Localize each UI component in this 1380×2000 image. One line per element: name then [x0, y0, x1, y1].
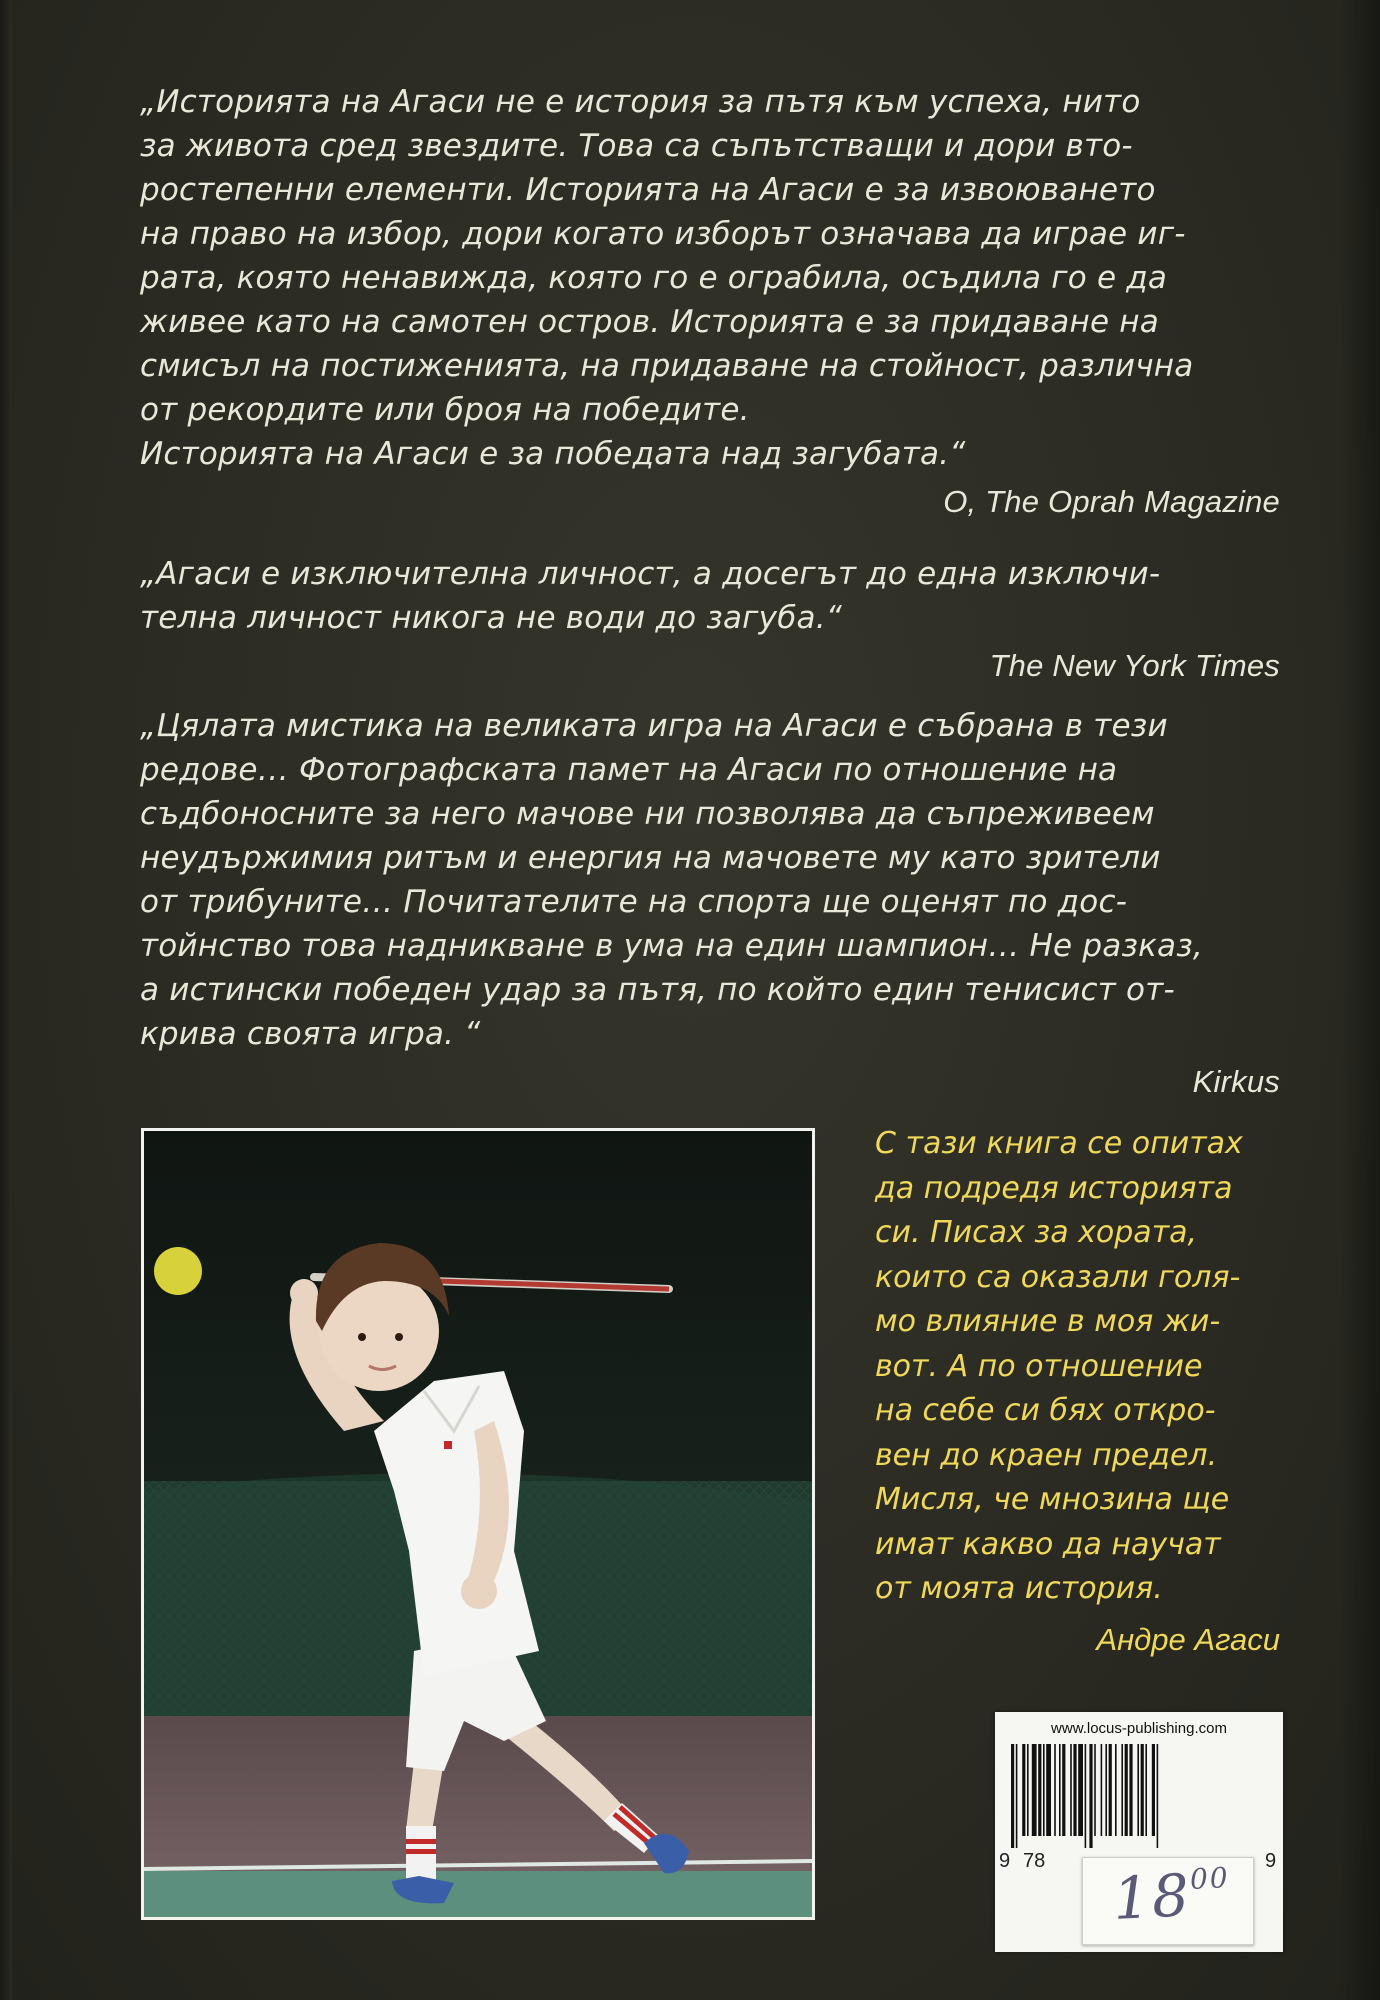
barcode-bar	[1152, 1744, 1155, 1836]
barcode-bar	[1054, 1744, 1056, 1836]
quote-line: „Агаси е изключителна личност, а досегът до една изключи-	[140, 556, 1161, 592]
author-note-line: си. Писах за хората,	[875, 1215, 1198, 1250]
barcode-bar	[1062, 1744, 1065, 1836]
quote-line: от рекордите или броя на победите.	[140, 392, 750, 428]
author-note-line: които са оказали голя-	[875, 1259, 1241, 1295]
quote-line: „Цялата мистика на великата игра на Агаси е събрана в тези	[140, 708, 1168, 744]
quote-text	[140, 552, 1280, 640]
barcode-digit-right: 9	[1265, 1850, 1277, 1872]
author-note-line: Мисля, че мнозина ще	[875, 1482, 1230, 1517]
quote-line: а истински победен удар за пътя, по който един тенисист от-	[140, 972, 1175, 1008]
quote-line: рата, която ненавижда, която го е ограбила, осъдила го е да	[140, 260, 1168, 296]
quote-source: Kirkus	[1192, 1064, 1280, 1099]
quote-line: от трибуните… Почитателите на спорта ще оценят по дос-	[140, 884, 1128, 920]
barcode-bar	[1046, 1744, 1051, 1836]
quote-line: крива своята игра. “	[140, 1016, 481, 1052]
quote-line: на право на избор, дори когато изборът означава да играе иг-	[140, 216, 1186, 252]
price-cents: 00	[1189, 1860, 1231, 1896]
author-signature: Андре Агаси	[1096, 1621, 1280, 1657]
barcode-bar	[1016, 1744, 1018, 1848]
barcode-bar	[1059, 1744, 1061, 1836]
author-note-line: вен до краен предел.	[875, 1437, 1218, 1473]
author-note-text	[875, 1122, 1280, 1612]
quote-oprah	[140, 80, 1280, 524]
quote-text	[140, 80, 1280, 476]
quote-source: O, The Oprah Magazine	[943, 484, 1280, 519]
quote-line: тойнство това надникване в ума на един шампион… Не разказ,	[140, 928, 1203, 964]
barcode-bar	[1032, 1744, 1037, 1836]
barcode-bar	[1085, 1744, 1087, 1848]
publisher-url: www.locus-publishing.com	[1051, 1720, 1227, 1737]
quote-nyt	[140, 552, 1280, 688]
barcode-bar	[1078, 1744, 1083, 1836]
price-main: 18	[1111, 1861, 1193, 1934]
barcode-bars	[1007, 1744, 1271, 1848]
quote-line: неудържимия ритъм и енергия на мачовете му като зрители	[140, 840, 1161, 876]
quote-line: редове… Фотографската памет на Агаси по отношение на	[140, 752, 1118, 788]
author-note-line: С тази книга се опитах	[875, 1126, 1243, 1161]
quote-line: съдбоносните за него мачове ни позволява да съпреживеем	[140, 796, 1155, 832]
barcode-bar	[1094, 1744, 1096, 1836]
barcode-bar	[1121, 1744, 1123, 1836]
barcode-bar	[1022, 1744, 1025, 1836]
barcode-digit-left: 9	[999, 1850, 1011, 1872]
barcode-bar	[1043, 1744, 1045, 1836]
barcode-bar	[1011, 1744, 1014, 1848]
barcode-bar	[1038, 1744, 1041, 1836]
barcode-bar	[1115, 1744, 1117, 1836]
barcode-bar	[1141, 1744, 1144, 1836]
tennis-boy-photo	[141, 1128, 815, 1920]
barcode-digit-mid: 78	[1023, 1850, 1046, 1872]
author-note-line: вот. А по отношение	[875, 1348, 1203, 1384]
barcode-bar	[1027, 1744, 1029, 1836]
tennis-ball	[154, 1247, 202, 1295]
quote-line: смисъл на постиженията, на придаване на стойност, различна	[140, 348, 1194, 384]
quote-line: ростепенни елементи. Историята на Агаси е за извоюването	[140, 172, 1156, 208]
quote-kirkus	[140, 704, 1280, 1104]
barcode-bar	[1125, 1744, 1128, 1836]
barcode-bar	[1101, 1744, 1103, 1836]
quote-line: живее като на самотен остров. Историята е за придаване на	[140, 304, 1159, 340]
barcode-bar	[1070, 1744, 1072, 1836]
barcode-bar	[1137, 1744, 1139, 1836]
author-note-line: имат какво да научат	[875, 1526, 1221, 1562]
barcode-bar	[1109, 1744, 1112, 1836]
barcode-bar	[1129, 1744, 1132, 1836]
author-note-line: на себе си бях откро-	[875, 1393, 1216, 1428]
quote-line: за живота сред звездите. Това са съпътстващи и дори вто-	[140, 128, 1133, 164]
author-note-line: да подредя историята	[875, 1170, 1233, 1206]
barcode-bar	[1089, 1744, 1092, 1848]
author-note-line: мо влияние в моя жи-	[875, 1304, 1221, 1339]
barcode-bar	[1105, 1744, 1107, 1836]
price-sticker	[1082, 1857, 1254, 1945]
barcode-bar	[1073, 1744, 1076, 1836]
quote-line: телна личност никога не води до загуба.“	[140, 600, 843, 636]
barcode-bar	[1145, 1744, 1147, 1836]
tennis-boy-illustration	[144, 1131, 812, 1917]
price-label	[1111, 1859, 1232, 1933]
author-note	[875, 1122, 1280, 1662]
author-note-line: от моята история.	[875, 1571, 1163, 1606]
quote-line: Историята на Агаси е за победата над загубата.“	[140, 436, 966, 472]
barcode-bar	[1157, 1744, 1159, 1848]
quote-source: The New York Times	[989, 648, 1280, 683]
quote-line: „Историята на Агаси не е история за пътя към успеха, нито	[140, 84, 1141, 120]
quote-text	[140, 704, 1280, 1056]
